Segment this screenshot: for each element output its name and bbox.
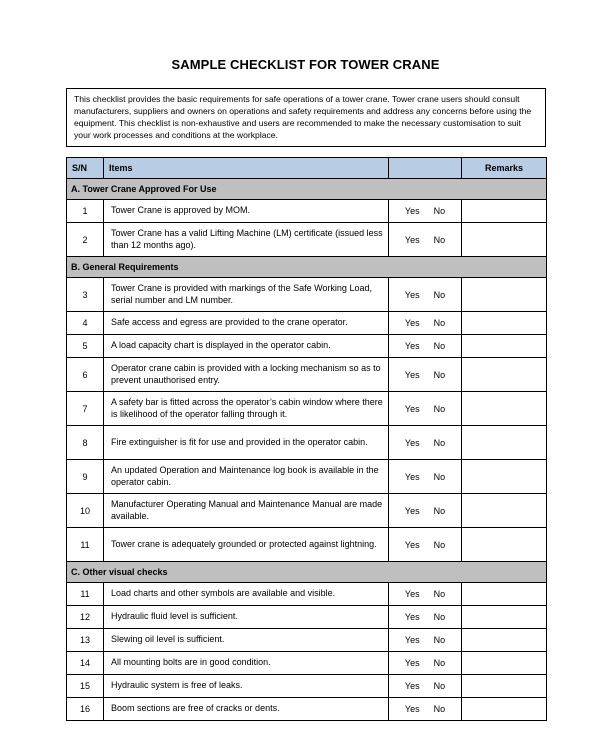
table-row (67, 606, 547, 629)
table-row (67, 583, 547, 606)
remarks-cell[interactable] (462, 278, 547, 312)
table-row (67, 335, 547, 358)
yes-option[interactable]: Yes (404, 589, 420, 599)
item-text: Tower Crane has a valid Lifting Machine (LM) certificate (issued less than 12 months ago). (104, 223, 389, 257)
serial-number: 3 (67, 278, 104, 312)
serial-number: 1 (67, 200, 104, 223)
remarks-cell[interactable] (462, 583, 547, 606)
item-text: Tower crane is adequately grounded or protected against lightning. (104, 528, 389, 562)
item-text: Manufacturer Operating Manual and Maintenance Manual are made available. (104, 494, 389, 528)
item-text: A load capacity chart is displayed in the operator cabin. (104, 335, 389, 358)
section-label: B. General Requirements (67, 257, 547, 278)
serial-number: 5 (67, 335, 104, 358)
table-row (67, 698, 547, 721)
yes-option[interactable]: Yes (404, 539, 420, 550)
no-option[interactable]: No (433, 369, 446, 380)
item-text: A safety bar is fitted across the operator’s cabin window where there is likelihood of the operator falling through it. (104, 392, 389, 426)
table-row (67, 675, 547, 698)
serial-number: 6 (67, 358, 104, 392)
table-row (67, 652, 547, 675)
remarks-cell[interactable] (462, 698, 547, 721)
yes-no-options (389, 704, 461, 714)
no-option[interactable]: No (433, 318, 446, 328)
remarks-cell[interactable] (462, 358, 547, 392)
remarks-cell[interactable] (462, 200, 547, 223)
yes-no-options (389, 612, 461, 622)
yes-no-options (389, 438, 461, 448)
yes-no-cell (389, 528, 462, 562)
table-row (67, 200, 547, 223)
checklist-table (66, 157, 547, 721)
serial-number: 14 (67, 652, 104, 675)
yes-no-cell (389, 494, 462, 528)
yes-no-options (389, 235, 461, 245)
yes-no-options (389, 341, 461, 351)
item-text: Hydraulic system is free of leaks. (104, 675, 389, 698)
section-header-row (67, 257, 547, 278)
serial-number: 13 (67, 629, 104, 652)
section-header-row (67, 179, 547, 200)
item-text: All mounting bolts are in good condition. (104, 652, 389, 675)
header-sn: S/N (67, 158, 104, 179)
no-option[interactable]: No (433, 206, 446, 216)
item-text: Hydraulic fluid level is sufficient. (104, 606, 389, 629)
item-text: Safe access and egress are provided to the crane operator. (104, 312, 389, 335)
yes-no-options (389, 290, 461, 300)
serial-number: 2 (67, 223, 104, 257)
serial-number: 12 (67, 606, 104, 629)
section-label: C. Other visual checks (67, 562, 547, 583)
yes-no-options (389, 658, 461, 668)
yes-option[interactable]: Yes (404, 341, 420, 351)
yes-option[interactable]: Yes (404, 681, 420, 691)
no-option[interactable]: No (433, 589, 446, 599)
yes-option[interactable]: Yes (404, 289, 420, 300)
table-row (67, 358, 547, 392)
item-text: Slewing oil level is sufficient. (104, 629, 389, 652)
table-row (67, 278, 547, 312)
yes-option[interactable]: Yes (404, 403, 420, 414)
item-text: Boom sections are free of cracks or dents. (104, 698, 389, 721)
remarks-cell[interactable] (462, 629, 547, 652)
yes-option[interactable]: Yes (404, 612, 420, 622)
item-text: Tower Crane is approved by MOM. (104, 200, 389, 223)
yes-no-options (389, 404, 461, 414)
serial-number: 10 (67, 494, 104, 528)
section-label: A. Tower Crane Approved For Use (67, 179, 547, 200)
yes-no-options (389, 589, 461, 599)
serial-number: 15 (67, 675, 104, 698)
yes-option[interactable]: Yes (404, 505, 420, 516)
item-text: Fire extinguisher is fit for use and provided in the operator cabin. (104, 426, 389, 460)
yes-no-cell (389, 312, 462, 335)
no-option[interactable]: No (433, 681, 446, 691)
remarks-cell[interactable] (462, 528, 547, 562)
yes-no-options (389, 681, 461, 691)
remarks-cell[interactable] (462, 494, 547, 528)
yes-no-cell (389, 606, 462, 629)
serial-number: 4 (67, 312, 104, 335)
yes-no-options (389, 370, 461, 380)
yes-option[interactable]: Yes (404, 318, 420, 328)
header-check (389, 158, 462, 179)
yes-option[interactable]: Yes (404, 471, 420, 482)
serial-number: 11 (67, 583, 104, 606)
yes-no-options (389, 506, 461, 516)
table-row (67, 528, 547, 562)
remarks-cell[interactable] (462, 392, 547, 426)
serial-number: 16 (67, 698, 104, 721)
no-option[interactable]: No (433, 341, 446, 351)
table-row (67, 460, 547, 494)
yes-no-cell (389, 392, 462, 426)
yes-option[interactable]: Yes (404, 658, 420, 668)
yes-option[interactable]: Yes (404, 635, 420, 645)
no-option[interactable]: No (433, 704, 446, 714)
serial-number: 9 (67, 460, 104, 494)
yes-no-options (389, 635, 461, 645)
serial-number: 8 (67, 426, 104, 460)
item-text: Tower Crane is provided with markings of the Safe Working Load, serial number and LM number. (104, 278, 389, 312)
table-row (67, 223, 547, 257)
yes-option[interactable]: Yes (404, 369, 420, 380)
no-option[interactable]: No (433, 505, 446, 516)
table-header-row (67, 158, 547, 179)
remarks-cell[interactable] (462, 335, 547, 358)
no-option[interactable]: No (433, 437, 446, 448)
page-title: SAMPLE CHECKLIST FOR TOWER CRANE (171, 57, 440, 72)
remarks-cell[interactable] (462, 675, 547, 698)
yes-no-cell (389, 629, 462, 652)
remarks-cell[interactable] (462, 460, 547, 494)
yes-no-cell (389, 223, 462, 257)
yes-no-options (389, 318, 461, 328)
yes-option[interactable]: Yes (404, 206, 420, 216)
yes-option[interactable]: Yes (404, 234, 420, 245)
table-row (67, 494, 547, 528)
remarks-cell[interactable] (462, 223, 547, 257)
yes-no-options (389, 540, 461, 550)
no-option[interactable]: No (433, 635, 446, 645)
no-option[interactable]: No (433, 539, 446, 550)
yes-no-options (389, 206, 461, 216)
serial-number: 7 (67, 392, 104, 426)
yes-no-cell (389, 583, 462, 606)
item-text: Load charts and other symbols are available and visible. (104, 583, 389, 606)
no-option[interactable]: No (433, 403, 446, 414)
item-text: Operator crane cabin is provided with a locking mechanism so as to prevent unauthorised entry. (104, 358, 389, 392)
yes-no-cell (389, 335, 462, 358)
section-header-row (67, 562, 547, 583)
header-items: Items (104, 158, 389, 179)
yes-option[interactable]: Yes (404, 437, 420, 448)
yes-no-cell (389, 426, 462, 460)
serial-number: 11 (67, 528, 104, 562)
table-row (67, 426, 547, 460)
no-option[interactable]: No (433, 658, 446, 668)
yes-no-cell (389, 675, 462, 698)
intro-note: This checklist provides the basic requirements for safe operations of a tower crane. Tower crane users should consult manufacturers, suppliers and owners on operations and safety requirements and address any concerns before using the equipment. This checklist is non-exhaustive and users are recommended to make the necessary customisation to suit your work processes and conditions at the workplace. (66, 88, 546, 147)
no-option[interactable]: No (433, 289, 446, 300)
remarks-cell[interactable] (462, 652, 547, 675)
remarks-cell[interactable] (462, 606, 547, 629)
remarks-cell[interactable] (462, 312, 547, 335)
no-option[interactable]: No (433, 612, 446, 622)
yes-no-cell (389, 200, 462, 223)
yes-no-cell (389, 652, 462, 675)
remarks-cell[interactable] (462, 426, 547, 460)
yes-no-options (389, 472, 461, 482)
table-row (67, 629, 547, 652)
yes-no-cell (389, 358, 462, 392)
table-row (67, 392, 547, 426)
yes-no-cell (389, 278, 462, 312)
yes-option[interactable]: Yes (404, 704, 420, 714)
no-option[interactable]: No (433, 471, 446, 482)
no-option[interactable]: No (433, 234, 446, 245)
yes-no-cell (389, 698, 462, 721)
item-text: An updated Operation and Maintenance log book is available in the operator cabin. (104, 460, 389, 494)
header-remarks: Remarks (462, 158, 547, 179)
yes-no-cell (389, 460, 462, 494)
table-row (67, 312, 547, 335)
